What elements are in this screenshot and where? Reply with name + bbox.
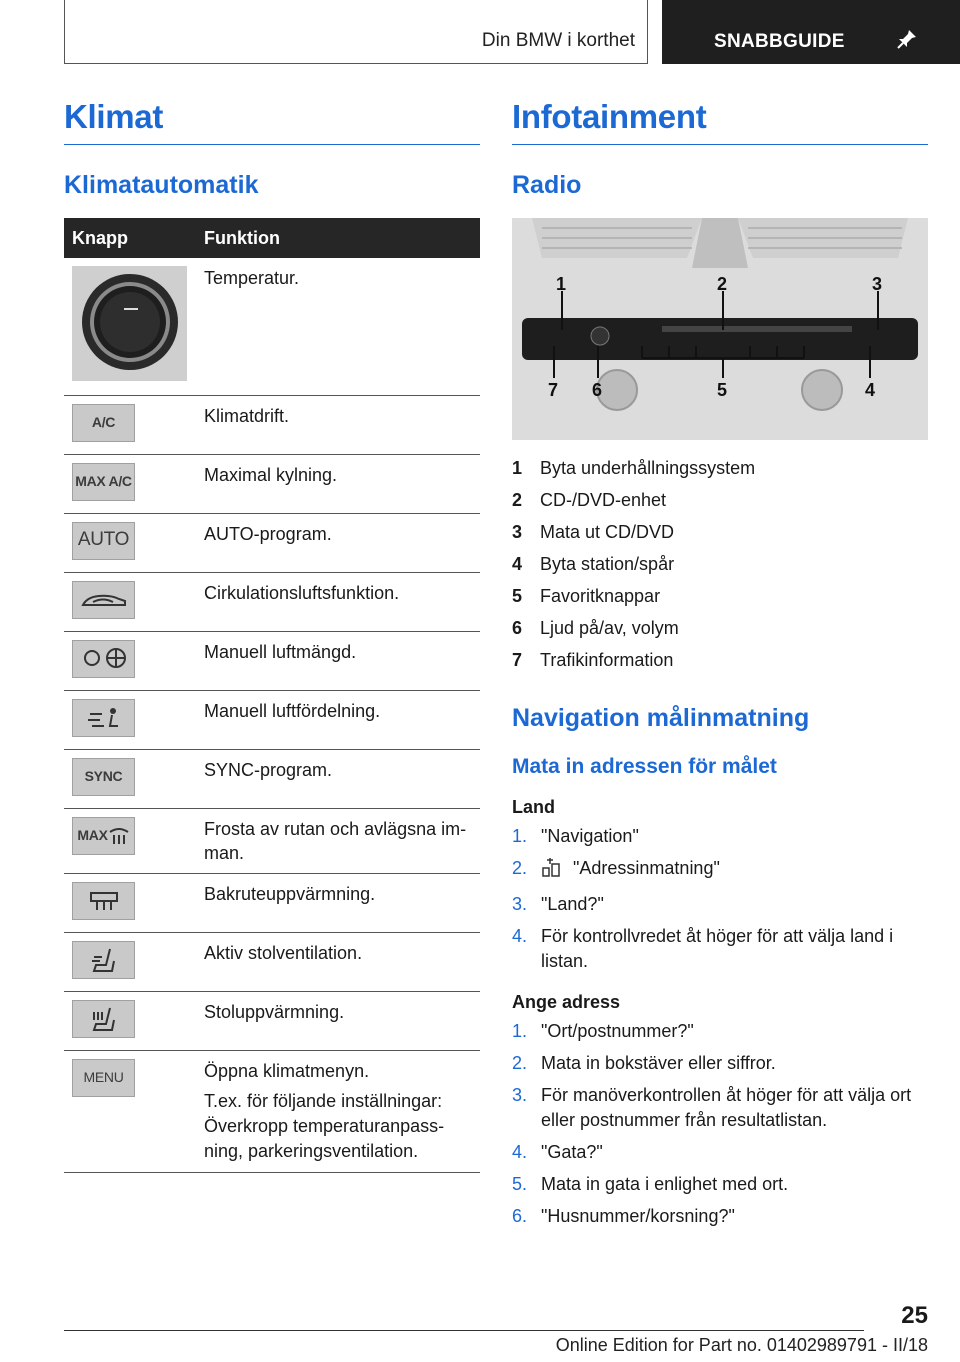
seat-ventilation-icon <box>72 941 135 979</box>
list-item: 5 Favoritknappar <box>512 585 661 606</box>
list-item: 1. "Navigation" <box>512 826 639 846</box>
sync-button-icon: SYNC <box>72 758 135 796</box>
address-title: Ange adress <box>512 992 621 1012</box>
list-item: 2. Mata in bokstäver eller siffror. <box>512 1053 776 1073</box>
radio-panel-image <box>512 218 928 440</box>
list-item: 5. Mata in gata i enlighet med ort. <box>512 1174 789 1194</box>
table-cell-text: Bakruteuppvärmning. <box>196 873 480 932</box>
list-item: 2. "Adressinmatning" <box>512 856 928 885</box>
address-input-icon <box>541 856 561 885</box>
table-cell-text: Maximal kylning. <box>196 454 480 513</box>
list-item: 7 Trafikinformation <box>512 649 674 670</box>
subsection-title-navigation: Navigation målinmatning <box>512 704 810 732</box>
table-cell-text: SYNC-program. <box>196 749 480 808</box>
table-cell-text <box>196 1050 480 1172</box>
defrost-max-label: MAX <box>77 826 108 843</box>
radio-callout-3: 3 <box>872 274 883 294</box>
list-item: 6 Ljud på/av, volym <box>512 617 679 638</box>
table-cell-text: Temperatur. <box>196 258 480 395</box>
subsection-title-klimatautomatik: Klimatautomatik <box>64 171 259 199</box>
table-row <box>64 1050 480 1172</box>
table-row <box>64 631 480 690</box>
table-row <box>64 932 480 991</box>
table-row <box>64 454 480 513</box>
air-distribution-icon <box>72 699 135 737</box>
list-item: 2 CD-/DVD-enhet <box>512 489 667 510</box>
list-item: 4. "Gata?" <box>512 1142 603 1162</box>
table-cell-text: Manuell luftmängd. <box>196 631 480 690</box>
radio-callout-6: 6 <box>592 380 603 400</box>
footer-edition: Online Edition for Part no. 01402989791 - II/18 <box>555 1335 928 1355</box>
fan-speed-icon <box>72 640 135 678</box>
address-steps <box>512 1019 928 1229</box>
table-cell-text: AUTO-program. <box>196 513 480 572</box>
rear-window-heating-icon <box>72 882 135 920</box>
list-item: 6. "Husnummer/korsning?" <box>512 1206 735 1226</box>
list-item: 1 Byta underhållningssystem <box>512 457 756 478</box>
ac-button-icon: A/C <box>72 404 135 442</box>
footer-divider <box>64 1330 864 1331</box>
section-title-klimat: Klimat <box>64 98 480 145</box>
table-cell-text: Frosta av rutan och avlägsna im-man. <box>196 808 480 873</box>
menu-text-line1: Öppna klimatmenyn. <box>204 1060 370 1081</box>
recirculation-icon <box>72 581 135 619</box>
table-cell-text: Cirkulationsluftsfunktion. <box>196 572 480 631</box>
pin-icon <box>896 28 918 55</box>
list-item: 3 Mata ut CD/DVD <box>512 521 675 542</box>
section-title-infotainment: Infotainment <box>512 98 928 145</box>
header-box <box>64 0 648 64</box>
table-row <box>64 749 480 808</box>
radio-callout-5: 5 <box>717 380 728 400</box>
right-column <box>512 98 928 1236</box>
table-row <box>64 991 480 1050</box>
radio-callout-2: 2 <box>717 274 728 294</box>
header-tab <box>662 0 960 64</box>
table-cell-text: Stoluppvärmning. <box>196 991 480 1050</box>
subsection-title-radio: Radio <box>512 171 582 199</box>
table-row <box>64 572 480 631</box>
table-cell-icon <box>64 258 196 395</box>
table-header-funktion: Funktion <box>196 218 480 258</box>
max-ac-button-icon: MAX A/C <box>72 463 135 501</box>
radio-callout-1: 1 <box>556 274 567 294</box>
page-number: 25 <box>901 1302 928 1329</box>
table-cell-text: Manuell luftfördelning. <box>196 690 480 749</box>
land-title: Land <box>512 797 555 817</box>
land-steps <box>512 824 928 974</box>
auto-button-icon: AUTO <box>72 522 135 560</box>
radio-legend-list <box>512 452 928 676</box>
list-item: 3. "Land?" <box>512 894 604 914</box>
seat-heating-icon <box>72 1000 135 1038</box>
climate-table <box>64 218 480 1173</box>
header-title: Din BMW i korthet <box>481 30 635 51</box>
defrost-max-icon <box>72 817 135 855</box>
list-item: 4. För kontrollvredet åt höger för att välja land i listan. <box>512 926 894 971</box>
table-header-row <box>64 218 480 258</box>
table-row <box>64 258 480 395</box>
subsection-title-address: Mata in adressen för målet <box>512 755 777 778</box>
list-item: 1. "Ort/postnummer?" <box>512 1021 694 1041</box>
list-item: 4 Byta station/spår <box>512 553 675 574</box>
left-column <box>64 98 480 1173</box>
radio-callout-7: 7 <box>548 380 559 400</box>
table-cell-text: Klimatdrift. <box>196 395 480 454</box>
table-row <box>64 873 480 932</box>
table-row <box>64 395 480 454</box>
menu-text-line2: T.ex. för följande inställningar: Överkropp temperaturanpass-ning, parkeringsventilation. <box>204 1091 445 1161</box>
header-tab-label: SNABBGUIDE <box>714 31 845 52</box>
list-item: 3. För manöverkontrollen åt höger för att välja ort eller postnummer från resultatlistan. <box>512 1085 912 1130</box>
radio-callout-4: 4 <box>865 380 876 400</box>
table-cell-text: Aktiv stolventilation. <box>196 932 480 991</box>
table-row <box>64 513 480 572</box>
table-row <box>64 690 480 749</box>
menu-button-icon: MENU <box>72 1059 135 1097</box>
temperature-dial-icon <box>72 266 187 381</box>
table-header-knapp: Knapp <box>64 218 196 258</box>
table-row <box>64 808 480 873</box>
